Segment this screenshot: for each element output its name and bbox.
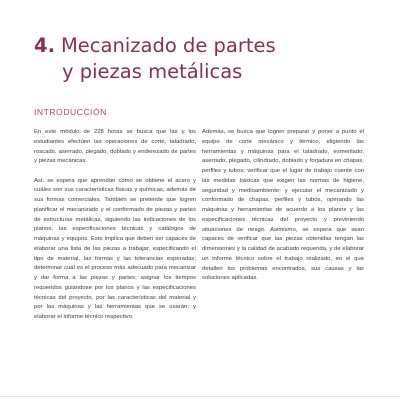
section-heading: INTRODUCCIÓN <box>34 107 107 117</box>
chapter-title-line-2: y piezas metálicas <box>62 60 243 83</box>
chapter-title-line-1: Mecanizado de partes <box>60 34 276 57</box>
right-text-column <box>202 128 364 294</box>
chapter-number: 4. <box>34 34 55 57</box>
paragraph: Además, se busca que logren preparar y poner a punto el equipo de corte mecánico y térmico, eligiendo las herramientas y máquinas para el taladrado, esmerilado, aserrado, plegado, cilindrado, doblado y forjadura en chapas, perfiles y tubos; verificar que el lugar de trabajo cuente con las medidas básicas que exigen las normas de higiene, seguridad y medioambiente; y ejecutar el mecanizado y conformado de chapas, perfiles y tubos, operando las máquinas y herramientas de acuerdo a los planos y las especificaciones técnicas del proyecto y previniendo situaciones de riesgo. Asimismo, se espera que sean capaces de verificar que las piezas obtenidas tengan las dimensiones y la calidad de acabado requerida, y de elaborar un informe técnico sobre el trabajo realizado, en el que detallen los problemas encontrados, sus causas y las soluciones aplicadas. <box>202 129 364 282</box>
chapter-title <box>34 33 276 85</box>
page-bottom-divider <box>0 396 400 397</box>
paragraph: Así, se espera que aprendan cómo se obtiene el acero y cuáles son sus características físicas y químicas, además de sus formas comerciales. También se pretende que logren planificar el mecanizado y el conformado de piezas y partes de estructuras metálicas, siguiendo las indicaciones de los planos, las especificaciones técnicas y catálogos de máquinas y equipos. Esto implica que deben ser capaces de elaborar una lista de las piezas a trabajar, especificando el tipo de material, las formas y las tolerancias esperadas; determinar cuál es el proceso más adecuado para mecanizar y dar forma a las piezas y partes; asignar los tiempos requeridos guiándose por los planos y las especificaciones técnicas del proyecto, por las características del material y por las máquinas y las herramientas que se usarán; y elaborar el informe técnico respectivo. <box>34 177 196 320</box>
left-text-column <box>34 128 196 332</box>
paragraph: En este módulo de 228 horas se busca que las y los estudiantes efectúen las operaciones de corte, taladrado, roscado, aserrado, plegado, doblado y enderezado de partes y piezas mecánicas. <box>34 129 196 165</box>
